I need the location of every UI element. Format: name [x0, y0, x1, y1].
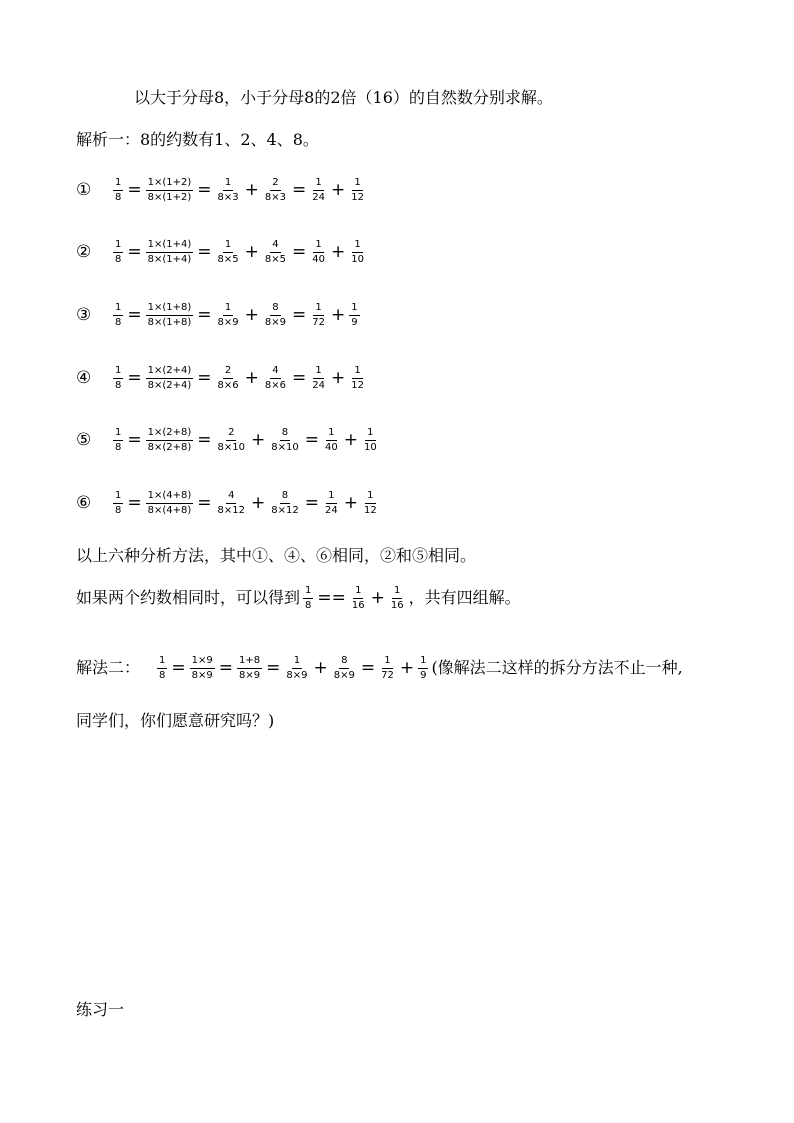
- fraction-denominator: 8×(1+2): [147, 191, 192, 203]
- fraction-denominator: 8: [115, 191, 122, 203]
- fraction-denominator: 8×10: [217, 441, 245, 453]
- fraction-numerator: 1: [326, 490, 336, 504]
- equation-row: [76, 483, 382, 523]
- fraction: [284, 655, 309, 682]
- equals-sign: =: [266, 658, 281, 678]
- fraction-denominator: 12: [351, 379, 364, 391]
- equals-sign: =: [197, 305, 212, 325]
- fraction: [310, 239, 327, 266]
- fraction: [310, 365, 327, 392]
- fraction-numerator: 1: [223, 177, 233, 191]
- fraction-numerator: 1: [365, 427, 375, 441]
- fraction: [349, 365, 366, 392]
- fraction: [216, 177, 241, 204]
- equation-row: [76, 170, 369, 210]
- fraction-denominator: 8×3: [217, 191, 239, 203]
- fraction-denominator: 16: [351, 599, 365, 611]
- fraction-denominator: 8: [305, 599, 312, 611]
- fraction-numerator: 8: [280, 490, 290, 504]
- fraction: [379, 655, 396, 682]
- method2-equation: [154, 655, 431, 682]
- equals-sign: =: [127, 305, 142, 325]
- fraction-denominator: 9: [351, 316, 358, 328]
- fraction-numerator: 1×(1+8): [146, 302, 194, 316]
- intro-text: 以大于分母8，小于分母8的2倍（16）的自然数分别求解。: [134, 88, 553, 107]
- fraction: [349, 239, 366, 266]
- summary-text: 以上六种分析方法，其中①、④、⑥相同，②和⑤相同。: [76, 546, 477, 565]
- fraction-denominator: 8×5: [264, 253, 286, 265]
- fraction-numerator: 1: [352, 365, 362, 379]
- plus-sign: +: [251, 430, 266, 450]
- fraction: [310, 177, 327, 204]
- equals-sign: =: [127, 242, 142, 262]
- equation-number: ①: [76, 180, 92, 200]
- fraction-numerator: 8: [270, 302, 280, 316]
- fraction: [146, 239, 194, 266]
- fraction-numerator: 4: [226, 490, 236, 504]
- fraction-denominator: 8×9: [239, 669, 261, 681]
- plus-sign: +: [244, 305, 259, 325]
- fraction: [216, 302, 241, 329]
- fraction-numerator: 8: [339, 655, 349, 669]
- fraction-denominator: 8×9: [333, 669, 355, 681]
- fraction-denominator: 8×12: [271, 504, 299, 516]
- plus-sign: +: [244, 368, 259, 388]
- method2-line: [76, 648, 683, 688]
- fraction-numerator: 1×(2+4): [146, 365, 194, 379]
- fraction-numerator: 1: [349, 302, 359, 316]
- fraction-denominator: 8×(1+4): [147, 253, 192, 265]
- fraction-denominator: 16: [390, 599, 404, 611]
- plus-sign: +: [343, 430, 358, 450]
- plus-sign: +: [244, 180, 259, 200]
- fraction-numerator: 1: [223, 239, 233, 253]
- fraction-denominator: 8: [115, 441, 122, 453]
- fraction-numerator: 1: [113, 239, 123, 253]
- fraction-numerator: 1×(1+2): [146, 177, 194, 191]
- fraction-numerator: 1: [113, 490, 123, 504]
- fraction: [349, 302, 359, 329]
- method2-label: 解法二：: [76, 658, 141, 677]
- fraction-numerator: 8: [280, 427, 290, 441]
- fraction-numerator: 2: [270, 177, 280, 191]
- fraction-denominator: 72: [312, 316, 325, 328]
- fraction-denominator: 8×9: [191, 669, 213, 681]
- equals-sign: =: [197, 242, 212, 262]
- fraction: [216, 365, 241, 392]
- fraction-numerator: 1: [313, 239, 323, 253]
- fraction-denominator: 8×6: [217, 379, 239, 391]
- equation-row: [76, 358, 369, 398]
- fraction-denominator: 8: [115, 253, 122, 265]
- equation-number: ③: [76, 305, 92, 325]
- fraction-denominator: 8: [115, 504, 122, 516]
- plus-sign: +: [370, 588, 385, 608]
- fraction: [362, 427, 379, 454]
- fraction: [263, 365, 288, 392]
- fraction-numerator: 1×(4+8): [146, 490, 194, 504]
- fraction-numerator: 1×9: [190, 655, 215, 669]
- equals-sign: =: [360, 658, 376, 678]
- fraction: [332, 655, 357, 682]
- fraction-denominator: 8×9: [264, 316, 286, 328]
- fraction-denominator: 8×3: [264, 191, 286, 203]
- fraction-denominator: 8×5: [217, 253, 239, 265]
- fraction: [263, 239, 288, 266]
- fraction-numerator: 1: [352, 239, 362, 253]
- equals-sign: =: [197, 180, 212, 200]
- fraction-denominator: 8: [159, 669, 166, 681]
- equals-sign: =: [292, 368, 307, 388]
- fraction-numerator: 1: [392, 585, 402, 599]
- fraction-numerator: 1×(2+8): [146, 427, 194, 441]
- fraction: [113, 365, 123, 392]
- fraction-denominator: 24: [312, 191, 325, 203]
- fraction: [269, 427, 300, 454]
- fraction: [190, 655, 215, 682]
- equals-sign: =: [197, 493, 212, 513]
- fraction: [113, 427, 123, 454]
- equation-row: [76, 295, 363, 335]
- equation-number: ④: [76, 368, 92, 388]
- equals-sign: =: [197, 430, 212, 450]
- equals-sign: =: [292, 305, 307, 325]
- fraction: [362, 490, 379, 517]
- plus-sign: +: [244, 242, 259, 262]
- fraction-numerator: 1: [313, 177, 323, 191]
- fraction-numerator: 1+8: [237, 655, 262, 669]
- fraction-denominator: 12: [363, 504, 377, 516]
- equation-number: ②: [76, 242, 92, 262]
- fraction-numerator: 1: [382, 655, 392, 669]
- equals-sign: ==: [317, 588, 346, 608]
- fraction-denominator: 8×9: [286, 669, 308, 681]
- fraction: [146, 365, 194, 392]
- fraction: [146, 490, 194, 517]
- fraction: [216, 239, 241, 266]
- method2-note-continued: 同学们，你们愿意研究吗？): [76, 711, 275, 730]
- fraction: [146, 302, 194, 329]
- fraction: [113, 239, 123, 266]
- fraction-denominator: 8: [115, 316, 122, 328]
- fraction: [303, 585, 313, 612]
- fraction: [350, 585, 367, 612]
- same-divisor-equation: [300, 585, 409, 612]
- fraction-numerator: 1: [352, 177, 362, 191]
- fraction-denominator: 8×(4+8): [147, 504, 192, 516]
- fraction: [157, 655, 167, 682]
- fraction-denominator: 24: [324, 504, 338, 516]
- same-divisor-line: [76, 578, 521, 618]
- fraction-numerator: 1: [113, 302, 123, 316]
- equals-sign: =: [292, 242, 307, 262]
- fraction-numerator: 1: [313, 302, 323, 316]
- fraction-numerator: 1: [223, 302, 233, 316]
- plus-sign: +: [330, 180, 346, 200]
- fraction-numerator: 1: [292, 655, 302, 669]
- plus-sign: +: [399, 658, 415, 678]
- fraction: [323, 490, 340, 517]
- equation-row: [76, 232, 369, 272]
- fraction-numerator: 1×(1+4): [146, 239, 194, 253]
- equals-sign: =: [127, 493, 142, 513]
- plus-sign: +: [313, 658, 328, 678]
- fraction-numerator: 1: [418, 655, 428, 669]
- equals-sign: =: [127, 430, 142, 450]
- fraction-denominator: 10: [363, 441, 377, 453]
- analysis-heading: 解析一：8的约数有1、2、4、8。: [76, 130, 319, 149]
- equation-number: ⑤: [76, 430, 92, 450]
- plus-sign: +: [330, 368, 346, 388]
- fraction-numerator: 1: [313, 365, 323, 379]
- fraction-numerator: 1: [113, 365, 123, 379]
- fraction-denominator: 8×12: [217, 504, 245, 516]
- equals-sign: =: [304, 430, 319, 450]
- plus-sign: +: [330, 242, 346, 262]
- fraction: [389, 585, 406, 612]
- fraction-denominator: 8×(2+4): [147, 379, 192, 391]
- fraction: [263, 302, 288, 329]
- fraction-denominator: 10: [351, 253, 364, 265]
- plus-sign: +: [343, 493, 358, 513]
- equals-sign: =: [197, 368, 212, 388]
- same-divisor-after: ，共有四组解。: [408, 588, 521, 607]
- fraction-numerator: 1: [326, 427, 336, 441]
- fraction-denominator: 8×9: [217, 316, 239, 328]
- fraction: [113, 302, 123, 329]
- fraction: [323, 427, 340, 454]
- fraction-denominator: 40: [312, 253, 325, 265]
- fraction: [113, 177, 123, 204]
- equals-sign: =: [292, 180, 307, 200]
- practice-heading: 练习一: [76, 1000, 125, 1019]
- equals-sign: =: [171, 658, 186, 678]
- fraction-denominator: 8×10: [271, 441, 299, 453]
- fraction-denominator: 8×(1+8): [147, 316, 192, 328]
- equals-sign: =: [127, 180, 142, 200]
- fraction-numerator: 2: [226, 427, 236, 441]
- plus-sign: +: [251, 493, 266, 513]
- fraction: [237, 655, 262, 682]
- plus-sign: +: [330, 305, 346, 325]
- fraction-denominator: 72: [381, 669, 394, 681]
- fraction-denominator: 12: [351, 191, 364, 203]
- fraction-denominator: 8×6: [264, 379, 286, 391]
- equals-sign: =: [218, 658, 233, 678]
- fraction-numerator: 1: [353, 585, 363, 599]
- fraction: [216, 427, 247, 454]
- fraction-numerator: 1: [303, 585, 313, 599]
- fraction-denominator: 8: [115, 379, 122, 391]
- fraction: [146, 177, 194, 204]
- same-divisor-before: 如果两个约数相同时，可以得到: [76, 588, 301, 607]
- fraction: [216, 490, 247, 517]
- fraction-denominator: 24: [312, 379, 325, 391]
- fraction-numerator: 2: [223, 365, 233, 379]
- fraction: [418, 655, 428, 682]
- fraction: [113, 490, 123, 517]
- fraction-numerator: 1: [113, 427, 123, 441]
- fraction: [310, 302, 327, 329]
- equals-sign: =: [127, 368, 142, 388]
- fraction-numerator: 1: [157, 655, 167, 669]
- fraction: [263, 177, 288, 204]
- fraction-numerator: 1: [365, 490, 375, 504]
- fraction-numerator: 4: [270, 365, 280, 379]
- fraction: [349, 177, 366, 204]
- fraction-numerator: 4: [270, 239, 280, 253]
- fraction-denominator: 40: [324, 441, 338, 453]
- fraction-denominator: 9: [420, 669, 427, 681]
- fraction-denominator: 8×(2+8): [147, 441, 192, 453]
- equals-sign: =: [304, 493, 319, 513]
- fraction-numerator: 1: [113, 177, 123, 191]
- equation-row: [76, 420, 382, 460]
- equation-number: ⑥: [76, 493, 92, 513]
- fraction: [269, 490, 300, 517]
- fraction: [146, 427, 194, 454]
- method2-note: (像解法二这样的拆分方法不止一种,: [431, 658, 683, 677]
